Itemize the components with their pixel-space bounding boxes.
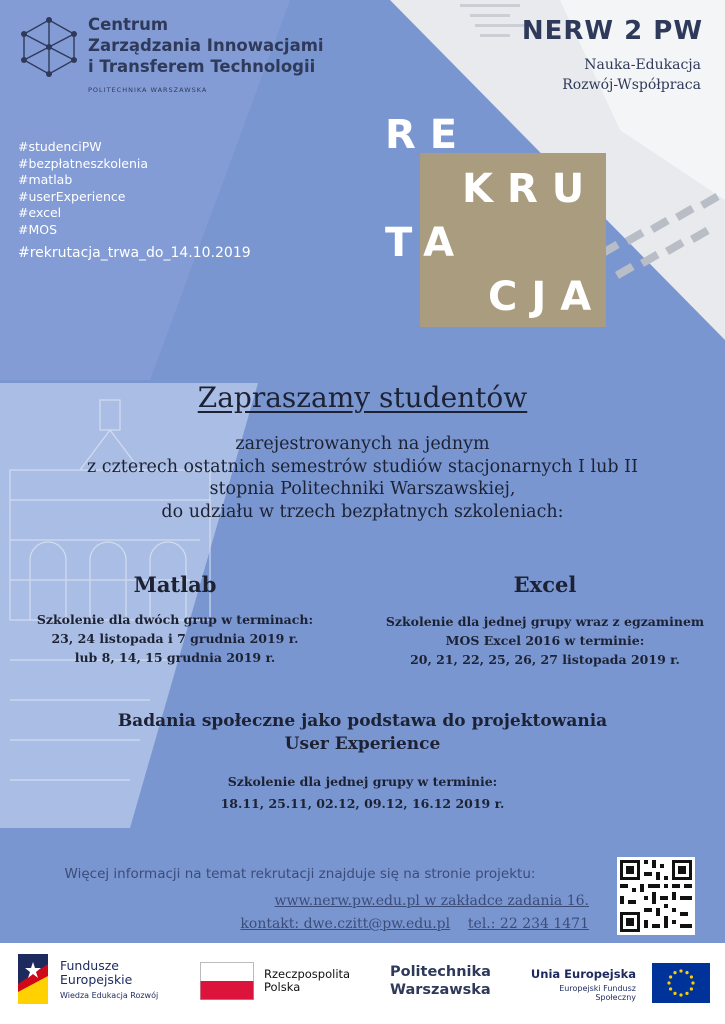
- recruitment-deadline-hashtag: #rekrutacja_trwa_do_14.10.2019: [18, 245, 251, 261]
- centre-name-line2: Zarządzania Innowacjami: [88, 36, 324, 55]
- eu-flag-icon: [652, 963, 710, 1003]
- excel-title: Excel: [513, 572, 577, 597]
- contact-phone: tel.: 22 234 1471: [467, 916, 589, 932]
- centre-subtitle: POLITECHNIKA WARSZAWSKA: [88, 86, 208, 94]
- fe-name-line2: Europejskie: [60, 972, 133, 987]
- matlab-line: 23, 24 listopada i 7 grudnia 2019 r.: [51, 631, 299, 646]
- pw-name-line2: Warszawska: [390, 982, 491, 998]
- polish-flag-icon: [200, 962, 254, 1000]
- rekrutacja-row4: CJA: [488, 274, 606, 320]
- qr-code[interactable]: [617, 857, 695, 935]
- fe-star-icon: [18, 954, 48, 1004]
- more-info-text: Więcej informacji na temat rekrutacji znajduje się na stronie projektu:: [64, 866, 536, 882]
- unia-europejska-logo: [530, 963, 710, 1003]
- pw-name-line1: Politechnika: [390, 964, 491, 980]
- network-icon: [18, 16, 80, 78]
- project-subtitle-line2: Rozwój-Współpraca: [562, 77, 701, 93]
- rp-name-line1: Rzeczpospolita: [264, 967, 351, 981]
- project-subtitle: [562, 55, 701, 95]
- project-subtitle-line1: Nauka-Edukacja: [584, 57, 701, 73]
- hashtag: #matlab: [18, 172, 73, 187]
- ux-title: [0, 710, 725, 756]
- fe-program-name: Wiedza Edukacja Rozwój: [60, 991, 159, 1000]
- intro-line: z czterech ostatnich semestrów studiów stacjonarnych I lub II: [87, 456, 638, 477]
- fundusze-europejskie-logo: [18, 954, 183, 1010]
- contact-line: [240, 916, 589, 932]
- hashtag-list: [18, 139, 148, 238]
- rp-name-line2: Polska: [264, 980, 301, 994]
- matlab-line: Szkolenie dla dwóch grup w terminach:: [36, 612, 314, 627]
- ux-title-line1: Badania społeczne jako podstawa do projektowania: [117, 711, 608, 731]
- hashtag: #studenciPW: [18, 139, 102, 154]
- ux-line: 18.11, 25.11, 02.12, 09.12, 16.12 2019 r.: [220, 796, 505, 811]
- hashtag: #bezpłatneszkolenia: [18, 155, 149, 171]
- excel-line: MOS Excel 2016 w terminie:: [445, 633, 645, 648]
- rzeczpospolita-polska-logo: [200, 962, 370, 1002]
- ux-line: Szkolenie dla jednej grupy w terminie:: [227, 774, 498, 789]
- excel-line: 20, 21, 22, 25, 26, 27 listopada 2019 r.: [410, 652, 680, 667]
- intro-line: stopnia Politechniki Warszawskiej,: [209, 479, 516, 499]
- ux-details: [0, 771, 725, 815]
- centre-name-line1: Centrum: [88, 15, 169, 34]
- project-website-link[interactable]: www.nerw.pw.edu.pl w zakładce zadania 16.: [274, 893, 589, 909]
- fe-name: [60, 959, 132, 987]
- matlab-details: [30, 610, 320, 667]
- centre-name: [88, 14, 324, 77]
- intro-line: do udziału w trzech bezpłatnych szkoleniach:: [161, 501, 564, 522]
- centre-name-line3: i Transferem Technologii: [88, 57, 316, 76]
- rekrutacja-row3: TA: [385, 220, 469, 266]
- hashtag: #excel: [18, 205, 62, 220]
- rekrutacja-row2: KRU: [462, 166, 599, 212]
- rp-name: [264, 968, 350, 994]
- centre-logo: [18, 14, 338, 99]
- politechnika-warszawska-logo: [390, 963, 491, 999]
- hashtag: #userExperience: [18, 188, 126, 204]
- intro-line: zarejestrowanych na jednym: [235, 434, 490, 454]
- excel-line: Szkolenie dla jednej grupy wraz z egzaminem: [385, 614, 705, 629]
- rekrutacja-row1: RE: [385, 112, 472, 158]
- ue-name-line1: Unia Europejska: [530, 967, 636, 981]
- matlab-title: Matlab: [133, 572, 217, 597]
- ue-name-line2: Europejski Fundusz Społeczny: [559, 984, 636, 1002]
- contact-email-link[interactable]: kontakt: dwe.czitt@pw.edu.pl: [240, 916, 451, 932]
- project-title: NERW 2 PW: [521, 16, 703, 46]
- hashtag: #MOS: [18, 221, 58, 237]
- ue-name: [530, 967, 636, 1002]
- headline: Zapraszamy studentów: [197, 381, 528, 414]
- fe-name-line1: Fundusze: [60, 958, 119, 973]
- intro-text: [0, 433, 725, 523]
- matlab-line: lub 8, 14, 15 grudnia 2019 r.: [74, 650, 276, 665]
- excel-details: [385, 612, 705, 669]
- ux-title-line2: User Experience: [284, 734, 441, 754]
